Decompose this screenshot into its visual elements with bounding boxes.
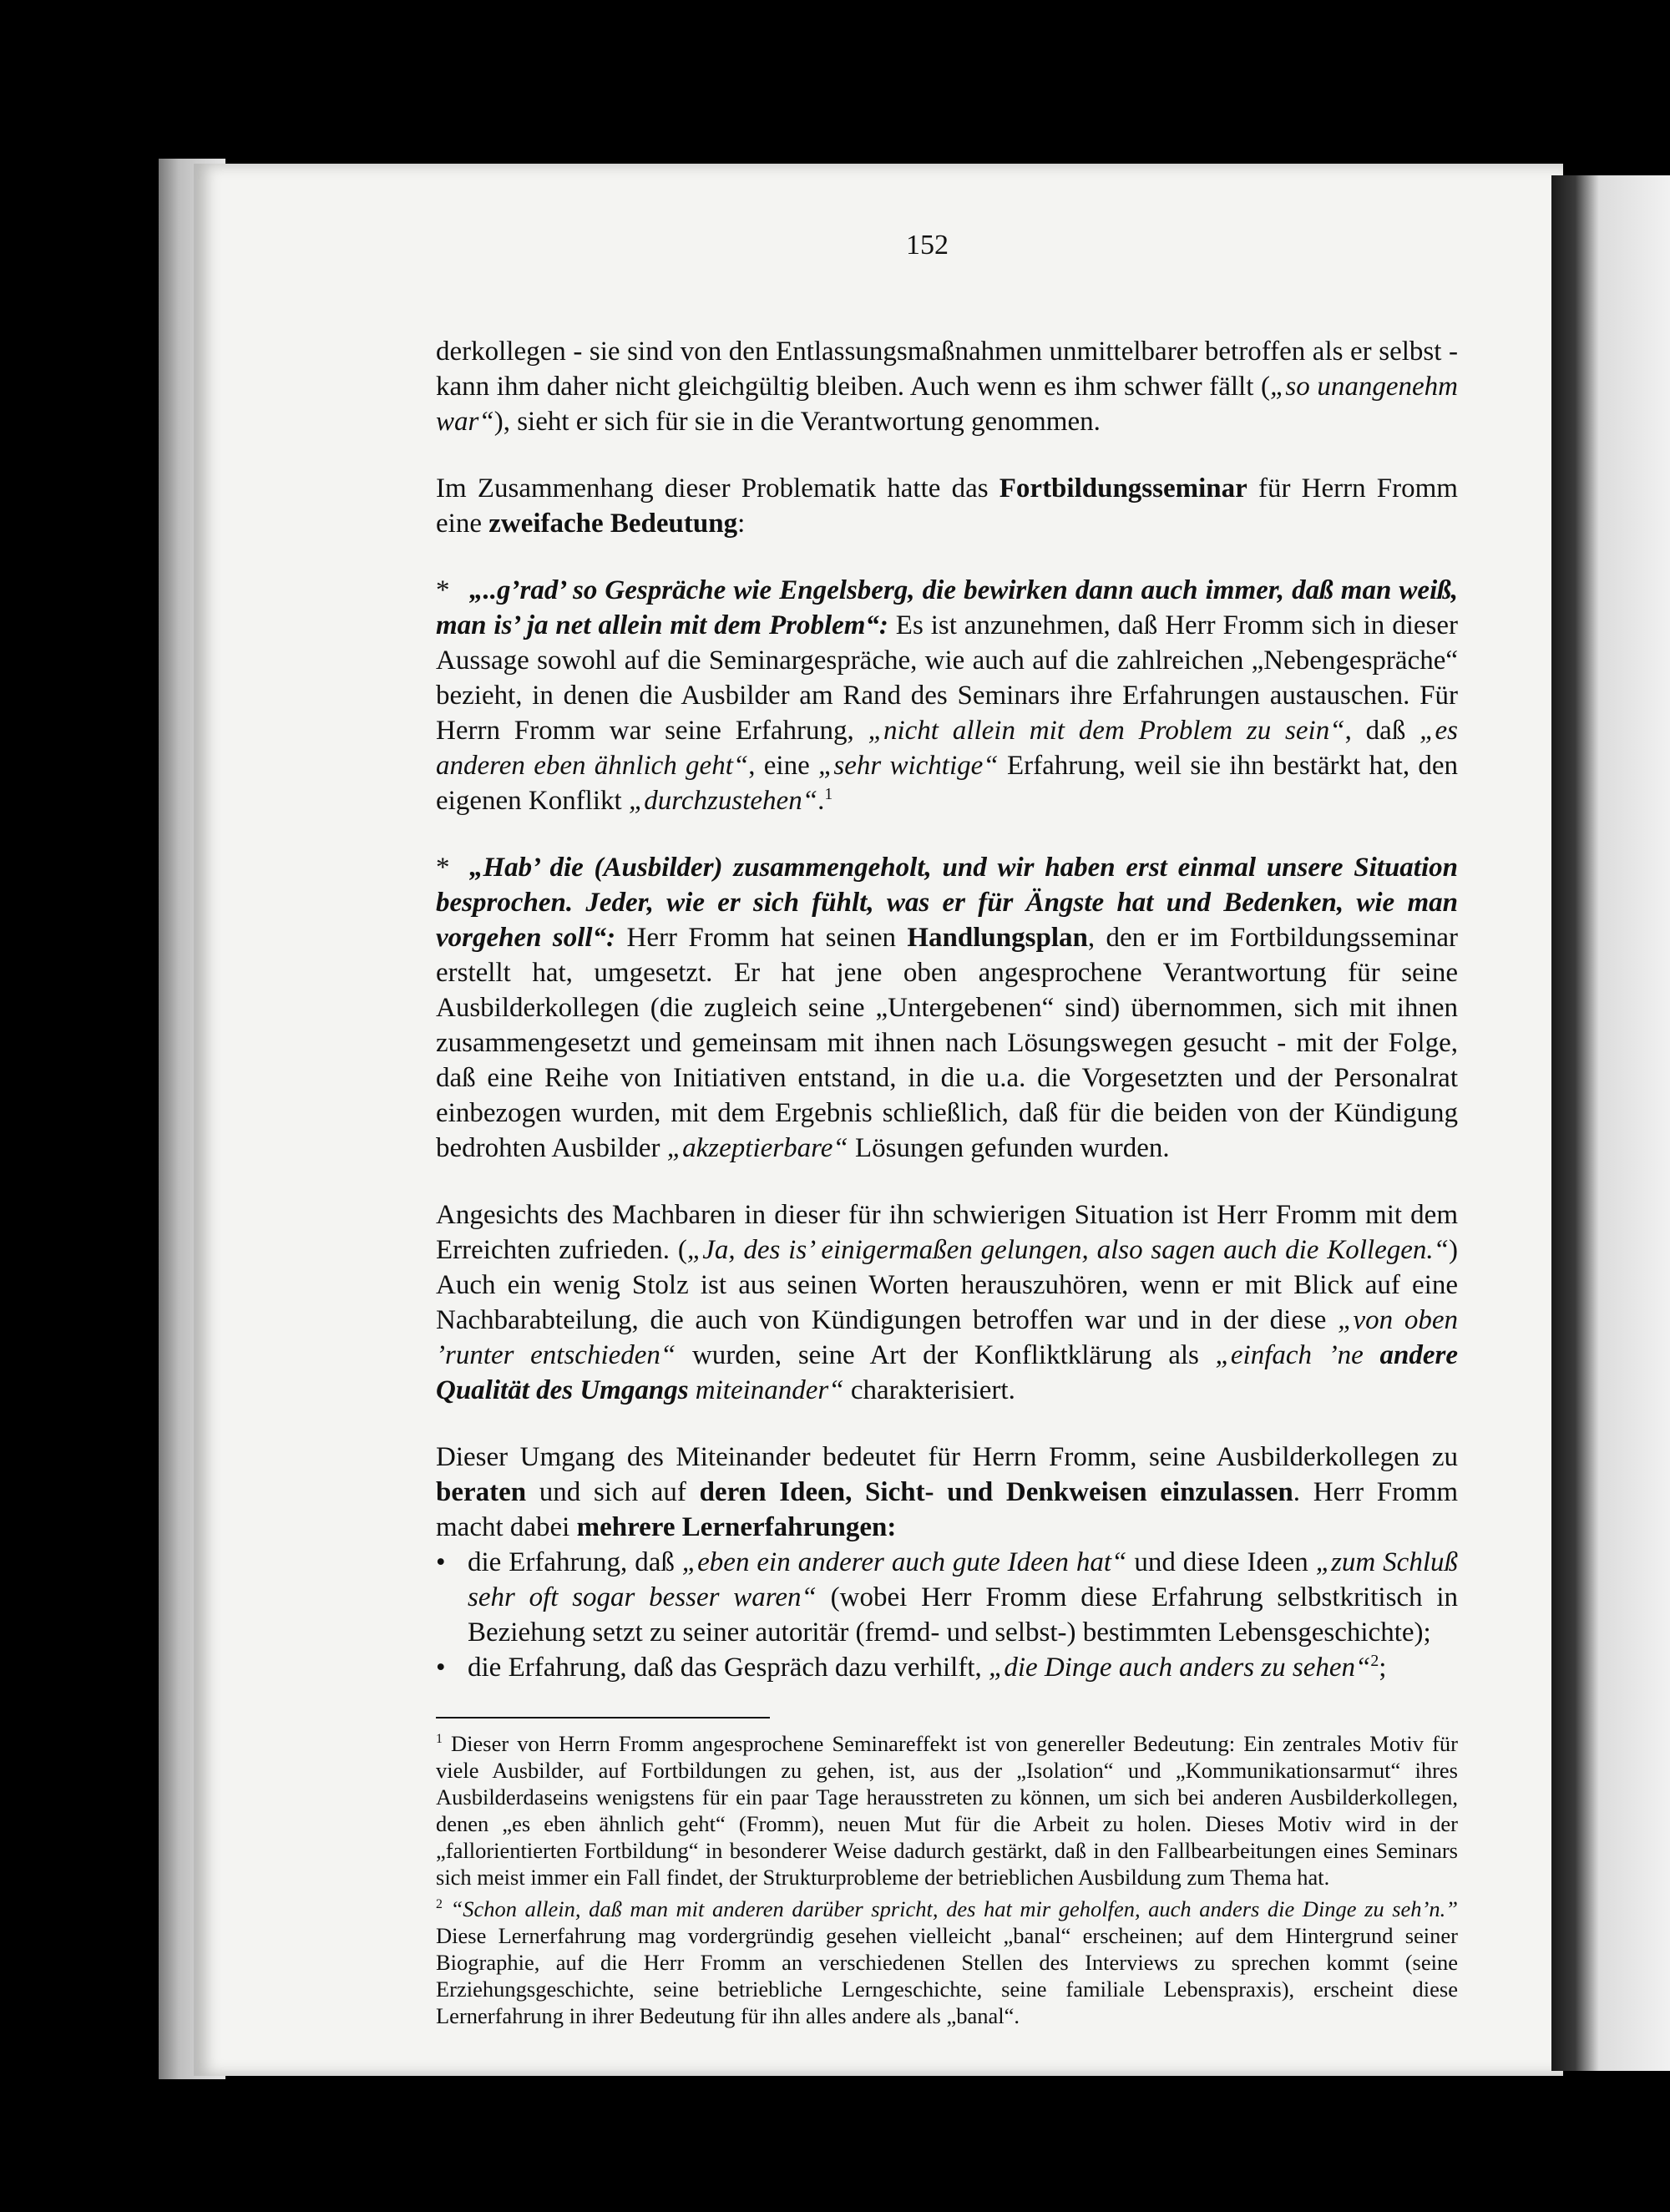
footnote-ref: 1 xyxy=(824,785,833,803)
paragraph-1: derkollegen - sie sind von den Entlassungsmaßnahmen unmittelbarer betroffen als er selbst - kann ihm daher nicht gleichgültig bleiben. Auch wenn es ihm schwer fällt („so unangenehm war“), sieht er sich für sie in die Verantwortung genommen. xyxy=(436,337,1458,437)
list-item: • die Erfahrung, daß das Gespräch dazu verhilft, „die Dinge auch anders zu sehen“$^2$; xyxy=(436,1650,1458,1685)
footnote-2: $^2$ “Schon allein, daß man mit anderen darüber spricht, des hat mir geholfen, auch anders die Dinge zu seh’n.” Diese Lernerfahrung mag vordergründig gesehen vielleicht „banal“ erscheinen; auf dem Hintergrund seiner Biographie, auf die Herr Fromm an verschiedenen Stellen des Interviews zu sprechen kommt (seine Erziehungsgeschichte, seine betriebliche Lerngeschichte, seine familiale Lebenspraxis), erscheint diese Lernerfahrung in ihrer Bedeutung für ihn alles andere als „banal“. xyxy=(436,1896,1458,2028)
footnote-number: 1 xyxy=(436,1732,443,1747)
footnotes xyxy=(436,1730,1458,2029)
bold-term: deren Ideen, Sicht- und Denkweisen einzulassen xyxy=(699,1477,1293,1507)
bullet-icon: • xyxy=(436,1547,446,1577)
page-body xyxy=(436,334,1458,2034)
quote: „so unangenehm war“ xyxy=(436,372,1458,437)
footnote-divider xyxy=(436,1717,770,1718)
footnote-1: $^1$ Dieser von Herrn Fromm angesprochene Seminareffekt ist von genereller Bedeutung: Ein zentrales Motiv für viele Ausbilder, auf Fortbildungen zu gehen, ist, aus der „Isolation“ und „Kommunikationsarmut“ ihres Ausbilderdaseins wenigstens für ein paar Tage herausstreten zu können, um sich bei anderen Ausbilderkollegen, denen „es eben ähnlich geht“ (Fromm), neuen Mut für die Arbeit zu holen. Dieses Motiv wird in der „fallorientierten Fortbildung“ in besonderer Weise dadurch gestärkt, daß in den Fallbearbeitungen eines Seminars sich meist immer ein Fall findet, der Strukturprobleme der betrieblichen Ausbildung zum Thema hat. xyxy=(436,1731,1458,1890)
asterisk-marker: * xyxy=(436,575,450,605)
paragraph-6: Dieser Umgang des Miteinander bedeutet für Herrn Fromm, seine Ausbilderkollegen zu beraten und sich auf deren Ideen, Sicht- und Denkweisen einzulassen. Herr Fromm macht dabei mehrere Lernerfahrungen: xyxy=(436,1442,1458,1542)
learning-experiences-list xyxy=(436,1545,1458,1685)
paragraph-5: Angesichts des Machbaren in dieser für ihn schwierigen Situation ist Herr Fromm mit dem Erreichten zufrieden. („Ja, des is’ einigermaßen gelungen, also sagen auch die Kollegen.“) Auch ein wenig Stolz ist aus seinen Worten herauszuhören, wenn er mit Blick auf eine Nachbarabteilung, die auch von Kündigungen betroffen war und in der diese „von oben ’runter entschieden“ wurden, seine Art der Konfliktklärung als „einfach ’ne andere Qualität des Umgangs miteinander“ charakterisiert. xyxy=(436,1200,1458,1405)
facing-page-edge xyxy=(1551,175,1670,2071)
bullet-icon: • xyxy=(436,1653,446,1683)
footnote-ref: 2 xyxy=(1370,1652,1379,1670)
asterisk-marker: * xyxy=(436,853,450,883)
list-item: • die Erfahrung, daß „eben ein anderer auch gute Ideen hat“ und diese Ideen „zum Schluß sehr oft sogar besser waren“ (wobei Herr Fromm diese Erfahrung selbstkritisch in Beziehung setzt zu seiner autoritär (fremd- und selbst-) bestimmten Lebensgeschichte); xyxy=(436,1545,1458,1650)
page-number: 152 xyxy=(906,230,949,261)
paragraph-4: * „Hab’ die (Ausbilder) zusammengeholt, und wir haben erst einmal unsere Situation besprochen. Jeder, wie er sich fühlt, was er für Ängste hat und Bedenken, wie man vorgehen soll“: Herr Fromm hat seinen Handlungsplan, den er im Fortbildungsseminar erstellt hat, umgesetzt. Er hat jene oben angesprochene Verantwortung für seine Ausbilderkollegen (die zugleich seine „Untergebenen“ sind) übernommen, sich mit ihnen zusammengesetzt und gemeinsam mit ihnen nach Lösungswegen gesucht - mit der Folge, daß eine Reihe von Initiativen entstand, in die u.a. die Vorgesetzten und der Personalrat einbezogen wurden, mit dem Ergebnis schließlich, daß für die beiden von der Kündigung bedrohten Ausbilder „akzeptierbare“ Lösungen gefunden wurden. xyxy=(436,850,1458,1166)
interview-quote: „..g’rad’ so Gespräche wie Engelsberg, die bewirken dann auch immer, daß man weiß, man is’ ja net allein mit dem Problem“: xyxy=(436,575,1458,640)
paragraph-2: Im Zusammenhang dieser Problematik hatte das Fortbildungsseminar für Herrn Fromm eine zweifache Bedeutung: xyxy=(436,473,1458,539)
bold-term: Handlungsplan xyxy=(907,923,1088,953)
bold-term: Fortbildungsseminar xyxy=(999,473,1247,504)
bold-term: mehrere Lernerfahrungen: xyxy=(576,1512,897,1542)
footnote-number: 2 xyxy=(436,1897,443,1912)
interview-quote: „Hab’ die (Ausbilder) zusammengeholt, und wir haben erst einmal unsere Situation besprochen. Jeder, wie er sich fühlt, was er für Ängste hat und Bedenken, wie man vorgehen soll“: xyxy=(436,853,1458,953)
paragraph-3: * „..g’rad’ so Gespräche wie Engelsberg, die bewirken dann auch immer, daß man weiß, man is’ ja net allein mit dem Problem“: Es ist anzunehmen, daß Herr Fromm sich in dieser Aussage sowohl auf die Seminargespräche, wie auch auf die zahlreichen „Nebengespräche“ bezieht, in denen die Ausbilder am Rand des Seminars ihre Erfahrungen austauschen. Für Herrn Fromm war seine Erfahrung, „nicht allein mit dem Problem zu sein“, daß „es anderen eben ähnlich geht“, eine „sehr wichtige“ Erfahrung, weil sie ihn bestärkt hat, den eigenen Konflikt „durchzustehen“.$^1$ xyxy=(436,573,1458,818)
bold-term: zweifache Bedeutung xyxy=(488,509,738,539)
bold-term: beraten xyxy=(436,1477,527,1507)
